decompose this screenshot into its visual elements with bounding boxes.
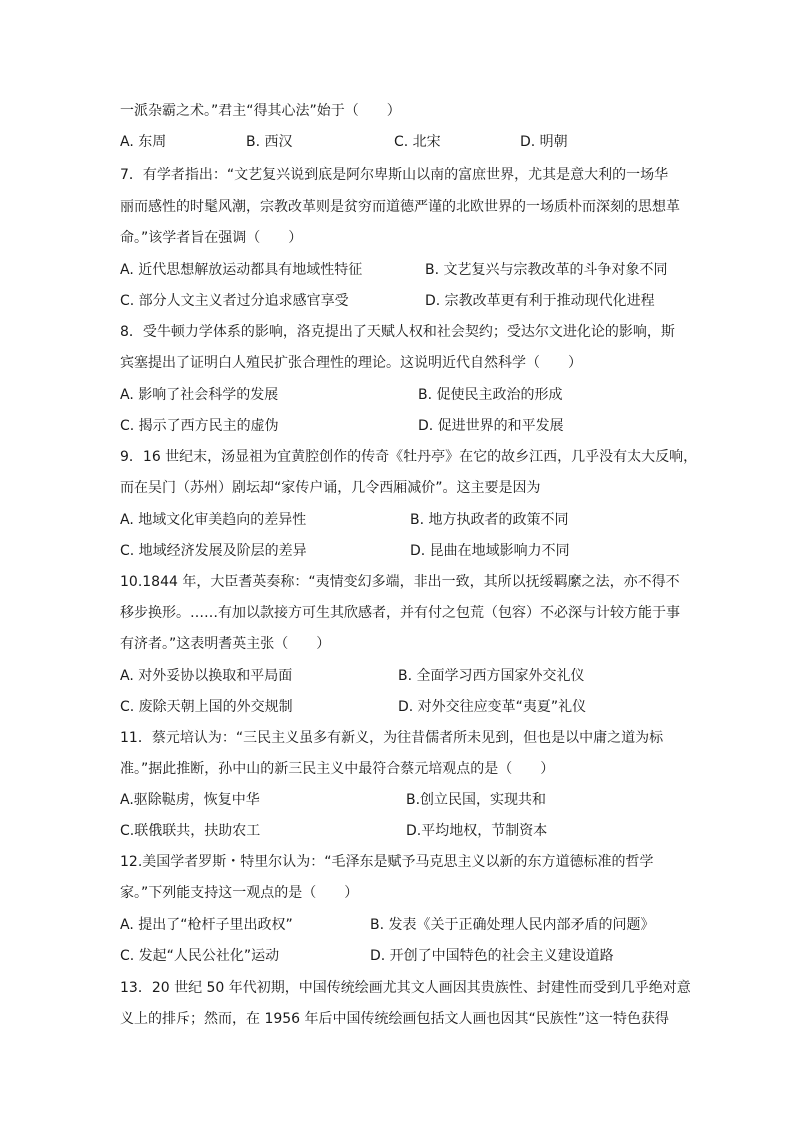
q10-stem-line-1: 10.1844 年，大臣耆英奏称：“夷情变幻多端，非出一致，其所以抚绥羁縻之法，亦不得不: [120, 574, 680, 590]
q11-option-c: C.联俄联共，扶助农工: [120, 823, 261, 839]
q6-option-d: D. 明朝: [520, 134, 568, 150]
q7-stem-line-1: 7．有学者指出：“文艺复兴说到底是阿尔卑斯山以南的富庶世界，尤其是意大利的一场华: [120, 167, 669, 183]
q13-stem-line-1: 13．20 世纪 50 年代初期，中国传统绘画尤其文人画因其贵族性、封建性而受到几乎绝对意: [120, 980, 691, 996]
q7-stem-line-3: 命。”该学者旨在强调（ ）: [120, 230, 303, 246]
q7-option-b: B. 文艺复兴与宗教改革的斗争对象不同: [425, 262, 668, 278]
q10-stem-line-3: 有济者。”这表明耆英主张（ ）: [120, 636, 331, 652]
q8-option-d: D. 促进世界的和平发展: [418, 418, 564, 434]
q12-stem-line-2: 家。”下列能支持这一观点的是（ ）: [120, 885, 359, 901]
q11-option-b: B.创立民国，实现共和: [406, 792, 547, 808]
q9-option-d: D. 昆曲在地域影响力不同: [410, 543, 570, 559]
q11-stem-line-1: 11．蔡元培认为：“三民主义虽多有新义，为往昔儒者所未见到，但也是以中庸之道为标: [120, 730, 664, 746]
q6-stem-tail: 一派杂霸之术。”君主“得其心法”始于（ ）: [120, 103, 401, 119]
q6-option-c: C. 北宋: [394, 134, 441, 150]
q9-stem-line-2: 而在吴门（苏州）剧坛却“家传户诵，几令西厢减价”。这主要是因为: [120, 480, 541, 496]
q10-stem-line-2: 移步换形。……有加以款接方可生其欣感者，并有付之包荒（包容）不必深与计较方能于事: [120, 605, 680, 621]
q11-option-a: A.驱除鞑虏，恢复中华: [120, 792, 260, 808]
q12-option-c: C. 发起“人民公社化”运动: [120, 948, 280, 964]
q11-option-d: D.平均地权，节制资本: [406, 823, 548, 839]
q9-option-c: C. 地域经济发展及阶层的差异: [120, 543, 307, 559]
q10-option-a: A. 对外妥协以换取和平局面: [120, 668, 293, 684]
q8-option-a: A. 影响了社会科学的发展: [120, 387, 279, 403]
q10-option-b: B. 全面学习西方国家外交礼仪: [398, 668, 585, 684]
q11-stem-line-2: 准。”据此推断，孙中山的新三民主义中最符合蔡元培观点的是（ ）: [120, 761, 555, 777]
q10-option-c: C. 废除天朝上国的外交规制: [120, 699, 293, 715]
q8-option-b: B. 促使民主政治的形成: [418, 387, 563, 403]
q12-option-d: D. 开创了中国特色的社会主义建设道路: [370, 948, 614, 964]
q7-option-d: D. 宗教改革更有利于推动现代化进程: [425, 293, 655, 309]
q12-option-b: B. 发表《关于正确处理人民内部矛盾的问题》: [370, 917, 655, 933]
q12-option-a: A. 提出了“枪杆子里出政权”: [120, 917, 293, 933]
q7-stem-line-2: 丽而感性的时髦风潮，宗教改革则是贫穷而道德严谨的北欧世界的一场质朴而深刻的思想革: [120, 199, 680, 215]
q9-stem-line-1: 9．16 世纪末，汤显祖为宜黄腔创作的传奇《牡丹亭》在它的故乡江西，几乎没有太大反响，: [120, 449, 698, 465]
q7-option-c: C. 部分人文主义者过分追求感官享受: [120, 293, 349, 309]
q8-stem-line-2: 宾塞提出了证明白人殖民扩张合理性的理论。这说明近代自然科学（ ）: [120, 355, 582, 371]
q6-option-a: A. 东周: [120, 134, 167, 150]
q6-option-b: B. 西汉: [246, 134, 293, 150]
q9-option-a: A. 地域文化审美趋向的差异性: [120, 512, 307, 528]
q8-stem-line-1: 8．受牛顿力学体系的影响，洛克提出了天赋人权和社会契约；受达尔文进化论的影响，斯: [120, 324, 675, 340]
q10-option-d: D. 对外交往应变革“夷夏”礼仪: [398, 699, 587, 715]
q8-option-c: C. 揭示了西方民主的虚伪: [120, 418, 279, 434]
q9-option-b: B. 地方执政者的政策不同: [410, 512, 569, 528]
q12-stem-line-1: 12.美国学者罗斯・特里尔认为：“毛泽东是赋予马克思主义以新的东方道德标准的哲学: [120, 854, 654, 870]
q7-option-a: A. 近代思想解放运动都具有地域性特征: [120, 262, 363, 278]
q13-stem-line-2: 义上的排斥；然而，在 1956 年后中国传统绘画包括文人画也因其“民族性”这一特色获得: [120, 1011, 670, 1027]
